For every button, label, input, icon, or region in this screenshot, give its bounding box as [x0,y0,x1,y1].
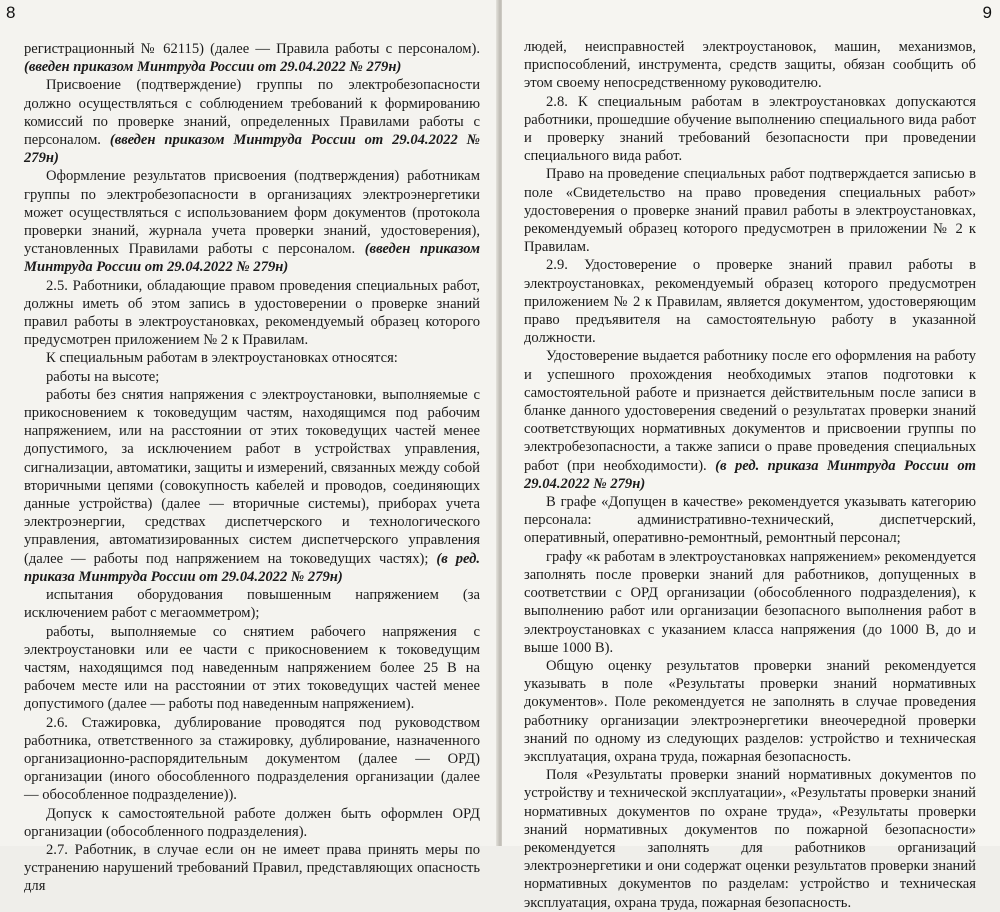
paragraph-text: работы, выполняемые со снятием рабочего напряжения с электроустановки или ее части с прикосновением к токоведущим частям, находящимся под наведенным напряжением более 25 В на рабочем месте или на расстоянии от этих токоведущих частей менее допустимого (далее — работы под наведенным напряжением). [24,623,480,713]
paragraph [24,277,480,350]
paragraph [24,167,480,276]
paragraph [524,766,976,912]
paragraph [24,841,480,896]
paragraph-text: 2.8. К специальным работам в электроустановках допускаются работники, прошедшие обучение выполнению специального вида работ и проверку знаний требований безопасности при проведении специального вида работ. [524,93,976,165]
amendment-note: (введен приказом Минтруда России от 29.04.2022 № 279н) [24,241,481,276]
paragraph-text: Оформление результатов присвоения (подтверждения) работникам группы по электробезопасности в организациях электроэнергетики может осуществляться с использованием форм документов (протокола проверки знаний, журнала учета проверки знаний, удостоверения), установленных Правилами работы с персоналом. [24,168,480,258]
paragraph [524,256,976,347]
amendment-note: (введен приказом Минтруда России от 29.04.2022 № 279н) [24,132,480,167]
paragraph [524,165,976,256]
paragraph [24,386,480,586]
paragraph-text: 2.5. Работники, обладающие правом проведения специальных работ, должны иметь об этом запись в удостоверении о проверке знаний правил работы в электроустановках, рекомендуемый образец которого предусмотрен приложением № 2 к Правилам. [24,277,480,349]
left-page [0,0,498,895]
paragraph [524,93,976,166]
paragraph-text: Удостоверение выдается работнику после его оформления на работу и успешного прохождения необходимых этапов подготовки к самостоятельной работе и признается действительным после записи в бланке данного удостоверения сведений о результатах проверки знаний соответствующих нормативных документов и присвоении группы по электробезопасности, а также записи о праве проведения специальных работ (при необходимости). [524,348,976,474]
paragraph-text: работы без снятия напряжения с электроустановки, выполняемые с прикосновением к токоведущим частям, находящимся под рабочим напряжением, или на расстоянии от этих токоведущих частей менее допустимого, за исключением работ в устройствах управления, сигнализации, автоматики, защиты и измерений, связанных между собой вторичными цепями (совокупность кабелей и проводов, соединяющих данные устройства) (далее — вторичные системы), приборах учета электроэнергии, средствах диспетчерского и технологического управления, автоматизированных систем диспетчерского управления (далее — работы под напряжением на токоведущих частях); [24,386,480,567]
paragraph-text: испытания оборудования повышенным напряжением (за исключением работ с мегаомметром); [24,587,480,622]
page-number: 9 [982,3,992,22]
amendment-note: (в ред. приказа Минтруда России от 29.04.2022 № 279н) [524,457,976,492]
page-number: 8 [6,3,16,22]
amendment-note: (в ред. приказа Минтруда России от 29.04.2022 № 279н) [24,550,481,585]
paragraph-text: К специальным работам в электроустановках относятся: [46,350,398,367]
paragraph-text: 2.9. Удостоверение о проверке знаний правил работы в электроустановках, рекомендуемый образец которого предусмотрен приложением № 2 к Правилам, является документом, удостоверяющим право предъявителя на самостоятельную работу в указанной должности. [524,257,976,347]
paragraph-text: Поля «Результаты проверки знаний нормативных документов по устройству и технической эксплуатации», «Результаты проверки знаний нормативных документов по охране труда», «Результаты проверки знаний нормативных документов по пожарной безопасности» рекомендуется заполнять для работников организаций электроэнергетики и они содержат оценки результатов проверки знаний нормативных документов по разделам: устройство и техническая эксплуатация, охрана труда, пожарная безопасность. [524,767,976,911]
paragraph [24,586,480,622]
paragraph [24,40,480,76]
paragraph-text: регистрационный № 62115) (далее — Правила работы с персоналом). [24,41,480,57]
paragraph-text: работы на высоте; [46,368,160,385]
page-body [524,38,976,912]
right-page [502,0,1000,911]
paragraph-text: 2.7. Работник, в случае если он не имеет права принять меры по устранению нарушений требований Правил, представляющих опасность для [24,841,480,895]
paragraph [524,657,976,766]
paragraph-text: Общую оценку результатов проверки знаний рекомендуется указывать в поле «Результаты проверки знаний нормативных документов». Поле рекомендуется не заполнять в случае проведения работнику организации электроэнергетики внеочередной проверки знаний по одному из следующих разделов: устройство и техническая эксплуатация, охрана труда, пожарная безопасность. [524,657,976,765]
paragraph-text: людей, неисправностей электроустановок, машин, механизмов, приспособлений, инструмента, средств защиты, обязан сообщить об этом своему непосредственному руководителю. [524,39,976,92]
paragraph [524,38,976,93]
paragraph-text: 2.6. Стажировка, дублирование проводятся под руководством работника, ответственного за стажировку, дублирование, назначенного организационно-распорядительным документом (далее — ОРД) организации (иного обособленного подразделения организации (далее — обособленное подразделение)). [24,714,480,804]
paragraph [24,805,480,841]
paragraph [24,76,480,167]
paragraph [24,714,480,805]
paragraph-text: Присвоение (подтверждение) группы по электробезопасности должно осуществляться с соблюдением требований к формированию комиссий по проверке знаний, определенных Правилами работы с персоналом. [24,77,480,149]
paragraph [524,493,976,548]
page-body [24,40,480,896]
amendment-note: (введен приказом Минтруда России от 29.04.2022 № 279н) [24,59,402,76]
paragraph-text: графу «к работам в электроустановках напряжением» рекомендуется заполнять после проверки знаний для работников, допущенных в соответствии с ОРД организации (обособленного подразделения), к выполнению работ или организации безопасного выполнения работ в электроустановках с указанием класса напряжения (до 1000 В, до и выше 1000 В). [524,548,976,656]
paragraph [24,368,480,386]
paragraph [524,548,976,657]
paragraph-text: В графе «Допущен в качестве» рекомендуется указывать категорию персонала: административно-технический, диспетчерский, оперативный, оперативно-ремонтный, ремонтный персонал; [524,494,976,547]
paragraph-text: Допуск к самостоятельной работе должен быть оформлен ОРД организации (обособленного подразделения). [24,805,480,840]
paragraph [524,347,976,493]
paragraph-text: Право на проведение специальных работ подтверждается записью в поле «Свидетельство на право проведения специальных работ» удостоверения о проверке знаний правил работы в электроустановках, рекомендуемый образец которого предусмотрен в приложении № 2 к Правилам. [524,166,976,256]
paragraph [24,349,480,367]
paragraph [24,623,480,714]
